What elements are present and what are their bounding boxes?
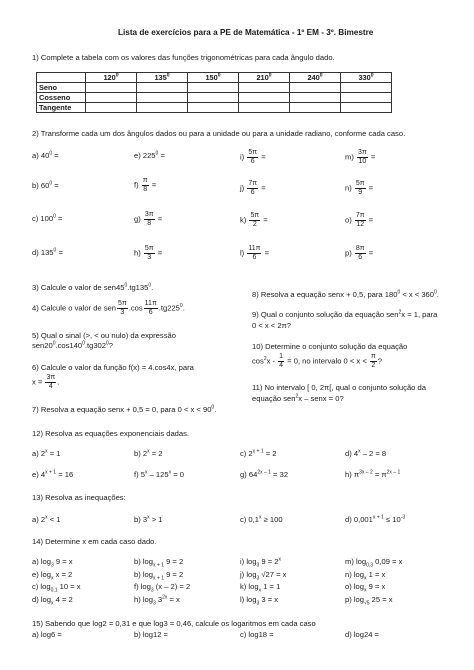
trig-table	[36, 72, 392, 113]
q14-item-n: n) $\log_x 1 = x$	[345, 570, 386, 582]
q2-item-i: i) $\frac{5\pi}{6}$ =	[240, 149, 266, 165]
question-3-text: 3) Calcule o valor de $sen45^0.tg135^0$.	[32, 282, 154, 292]
table-header-cell: $150^0$	[188, 73, 239, 83]
q2-item-g: g) $\frac{3\pi}{8}$ =	[134, 211, 163, 227]
answer-cell[interactable]	[137, 93, 188, 103]
q14-item-h: h) $\log_3 3^{2x} = x$	[134, 594, 180, 607]
q13-item-c: c) $0,1^x \ge 100$	[240, 514, 283, 524]
q12-item-h: h) $\pi^{3x - 2} = \pi^{2x - 1}$	[345, 469, 401, 479]
answer-cell[interactable]	[239, 93, 290, 103]
q14-item-c: c) $\log_{0,1} 10 = x$	[32, 582, 81, 594]
q12-item-a: a) $2^x = 1$	[32, 448, 61, 458]
question-5-line-2: $sen20^0.\cos 140^0.tg302^0$?	[32, 340, 114, 350]
q14-item-o: o) $\log_x 9 = x$	[345, 582, 386, 594]
table-header-row	[37, 73, 392, 83]
q14-item-a: a) $\log_3 9 = x$	[32, 557, 73, 569]
q14-item-k: k) $\log_x 1 = 1$	[240, 582, 281, 594]
answer-cell[interactable]	[341, 103, 392, 113]
answer-cell[interactable]	[290, 83, 341, 93]
question-5-line-1: 5) Qual o sinal (>, < ou nulo) da expressão	[32, 331, 176, 340]
q2-item-c: c) $100^0$ =	[32, 213, 63, 223]
q2-item-p: p) $\frac{8\pi}{6}$ =	[345, 245, 374, 261]
table-header-cell: $240^0$	[290, 73, 341, 83]
q14-item-p: p) $\log_{√5} 25 = x$	[345, 595, 393, 607]
table-header-cell: $120^0$	[86, 73, 137, 83]
answer-cell[interactable]	[341, 83, 392, 93]
q2-item-a: a) $40^0$ =	[32, 150, 59, 160]
answer-cell[interactable]	[188, 93, 239, 103]
page-title: Lista de exercícios para a PE de Matemática - 1º EM - 3º. Bimestre	[118, 28, 374, 37]
q15-item-a: a) log6 =	[32, 630, 62, 639]
q2-item-n: n) $\frac{5\pi}{9}$ =	[345, 180, 374, 196]
q12-item-c: c) $2^{x + 1} = 2$	[240, 448, 277, 458]
question-7-text: 7) Resolva a equação senx + 0,5 = 0, para $0 < x < 90^0$.	[32, 404, 217, 414]
q15-item-b: b) log12 =	[134, 630, 168, 639]
q12-item-f: f) $5^x - 125^x = 0$	[134, 469, 184, 479]
q14-item-f: f) $\log_3 (x - 2) = 2$	[134, 582, 191, 594]
q13-item-d: d) $0,001^{x + 1} \le 10^{-3}$	[345, 514, 406, 524]
row-label: Seno	[37, 83, 86, 93]
q2-item-b: b) $60^0$ =	[32, 180, 59, 190]
answer-cell[interactable]	[239, 103, 290, 113]
q14-item-m: m) $\log_{0,3} 0,09 = x$	[345, 557, 403, 569]
q12-item-d: d) 4$^x$ – 2 = 8	[345, 448, 387, 458]
q14-item-l: l) $\log_3 3 = x$	[240, 595, 279, 607]
answer-cell[interactable]	[137, 103, 188, 113]
question-6-line-1: 6) Calcule o valor da função f(x) = 4.cos4x, para	[32, 363, 194, 372]
q12-item-g: g) $64^{2x - 1} = 32$	[240, 469, 289, 479]
q2-item-h: h) $\frac{5\pi}{3}$ =	[134, 245, 163, 261]
q13-item-b: b) $3^x > 1$	[134, 514, 163, 524]
question-12-text: 12) Resolva as equações exponenciais dadas.	[32, 429, 190, 438]
question-15-text: 15) Sabendo que log2 = 0,31 e que log3 = 0,46, calcule os logaritmos em cada caso	[32, 619, 316, 628]
q2-item-f: f) $\frac{\pi}{8}$ =	[134, 177, 157, 193]
q15-item-c: c) log18 =	[240, 630, 274, 639]
q15-item-d: d) log24 =	[345, 630, 379, 639]
table-row	[37, 83, 392, 93]
q14-item-j: j) $\log_3 √27 = x$	[240, 570, 287, 582]
row-label: Tangente	[37, 103, 86, 113]
q2-item-o: o) $\frac{7\pi}{12}$ =	[345, 212, 374, 228]
question-9-line-1: 9) Qual o conjunto solução da equação sen$^2$x = 1, para	[252, 309, 438, 319]
q2-item-m: m) $\frac{3\pi}{10}$ =	[345, 149, 376, 165]
answer-cell[interactable]	[341, 93, 392, 103]
q14-item-b: b) $\log_{x + 1} 9 = 2$	[134, 557, 184, 569]
answer-cell[interactable]	[188, 83, 239, 93]
q2-item-j: j) $\frac{7\pi}{6}$ =	[240, 180, 266, 196]
answer-cell[interactable]	[290, 103, 341, 113]
table-header-cell: $210^0$	[239, 73, 290, 83]
q14-item-d: d) $\log_x 4 = 2$	[32, 595, 73, 607]
question-10-line-1: 10) Determine o conjunto solução da equação	[252, 342, 408, 351]
question-8-text: 8) Resolva a equação senx + 0,5, para $180^0 < x < 360^0$.	[252, 289, 439, 299]
question-13-text: 13) Resolva as inequações:	[32, 493, 126, 502]
table-header-cell: $135^0$	[137, 73, 188, 83]
q2-item-l: l) $\frac{11\pi}{6}$ =	[240, 245, 269, 261]
q2-item-d: d) $135^0$ =	[32, 247, 63, 257]
q13-item-a: a) $2^x < 1$	[32, 514, 61, 524]
q12-item-e: e) $4^{x + 1} = 16$	[32, 469, 74, 479]
answer-cell[interactable]	[188, 103, 239, 113]
question-11-line-2: equação sen$^2$x – senx = 0?	[252, 393, 344, 403]
table-row	[37, 103, 392, 113]
row-label: Cosseno	[37, 93, 86, 103]
table-row	[37, 93, 392, 103]
question-6-line-2: x = $\frac{3\pi}{4}$ .	[32, 374, 60, 390]
question-1-text: 1) Complete a tabela com os valores das funções trigonométricas para cada ângulo dado.	[32, 53, 335, 62]
q14-item-e: e) $\log_x x = 2$	[32, 570, 73, 582]
answer-cell[interactable]	[239, 83, 290, 93]
answer-cell[interactable]	[86, 93, 137, 103]
answer-cell[interactable]	[290, 93, 341, 103]
answer-cell[interactable]	[86, 83, 137, 93]
question-14-text: 14) Determine x em cada caso dado.	[32, 537, 157, 546]
answer-cell[interactable]	[137, 83, 188, 93]
answer-cell[interactable]	[86, 103, 137, 113]
q14-item-b2: b) $\log_{x + 1} 9 = 2$	[134, 570, 184, 582]
table-header-cell: $330^0$	[341, 73, 392, 83]
q12-item-b: b) $2^x = 2$	[134, 448, 163, 458]
question-11-line-1: 11) No intervalo [ 0, 2π[, qual o conjunto solução da	[252, 383, 426, 392]
q2-item-e: e) $225^0$ =	[134, 150, 165, 160]
q14-item-i: i) $\log_3 9 = 2^x$	[240, 556, 281, 569]
question-10-line-2: $\cos^2x$ - $\frac{1}{4}$ = 0, no intervalo 0 < x < $\frac{\pi}{2}$ ?	[252, 353, 382, 369]
question-4-text: 4) Calcule o valor de sen $\frac{5\pi}{3}$ .cos $\frac{11\pi}{6}$ $.tg225^0$.	[32, 300, 185, 316]
question-2-text: 2) Transforme cada um dos ângulos dados ou para a unidade ou para a unidade radiano, conforme cada caso.	[32, 129, 406, 138]
table-corner-cell	[37, 73, 86, 83]
q2-item-k: k) $\frac{5\pi}{2}$ =	[240, 212, 268, 228]
question-9-line-2: 0 < x < 2π?	[252, 321, 292, 330]
